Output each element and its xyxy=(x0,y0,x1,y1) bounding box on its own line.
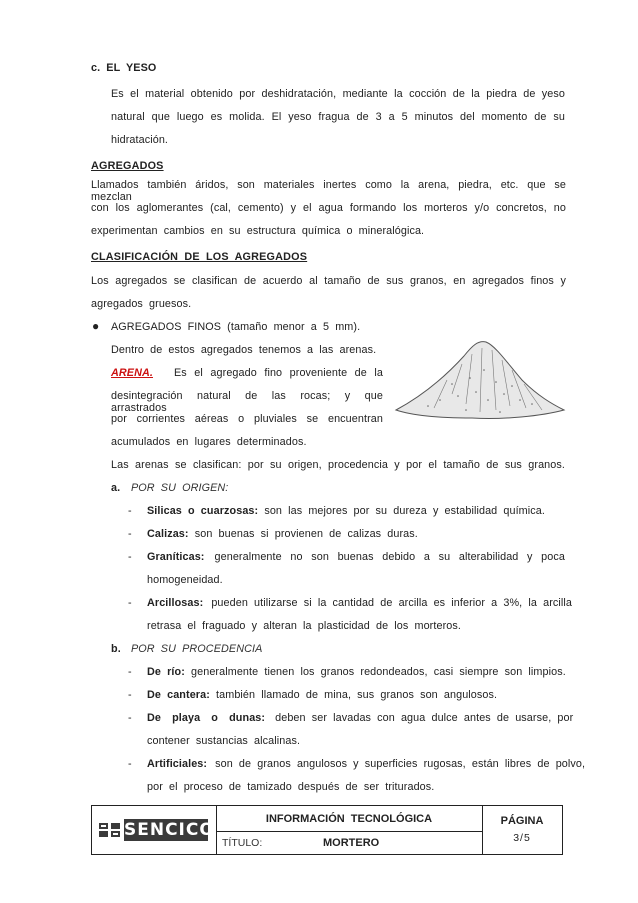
pagina-value: 3/5 xyxy=(513,832,531,844)
origen-item-3 xyxy=(147,551,565,563)
bullet-icon: ● xyxy=(92,319,100,333)
footer-info-box xyxy=(91,805,563,855)
origen-item-3-text: generalmente no son buenas debido a su alterabilidad y poca xyxy=(214,551,565,563)
arena-line-1-text: Es el agregado fino proveniente de la xyxy=(174,367,383,379)
agregados-line-2: con los aglomerantes (cal, cemento) y el agua formando los morteros y/o concretos, no xyxy=(91,202,566,214)
logo-mark-icon xyxy=(98,822,122,838)
procedencia-item-3-text: deben ser lavadas con agua dulce antes de usarse, por xyxy=(275,712,574,724)
origen-item-1 xyxy=(147,505,545,517)
procedencia-item-3 xyxy=(147,712,574,724)
procedencia-marker-3: - xyxy=(128,712,132,724)
section-title-agregados: AGREGADOS xyxy=(91,160,164,172)
finos-title: AGREGADOS FINOS (tamaño menor a 5 mm). xyxy=(111,321,361,333)
origen-item-1-text: son las mejores por su dureza y estabilidad química. xyxy=(264,505,545,517)
origen-item-3-term: Graníticas: xyxy=(147,551,205,563)
arena-line-3: por corrientes aéreas o pluviales se encuentran xyxy=(111,413,383,425)
procedencia-marker-1: - xyxy=(128,666,132,678)
footer-divider-right xyxy=(482,806,483,854)
procedencia-item-1-text: generalmente tienen los granos redondeados, casi siempre son limpios. xyxy=(191,666,566,678)
origen-item-1-term: Silicas o cuarzosas: xyxy=(147,505,259,517)
finos-intro: Dentro de estos agregados tenemos a las arenas. xyxy=(111,344,377,356)
origen-item-4-cont: retrasa el fraguado y alteran la plasticidad de los morteros. xyxy=(147,620,461,632)
origen-item-2 xyxy=(147,528,418,540)
yeso-line-3: hidratación. xyxy=(111,134,169,146)
arena-line-2: desintegración natural de las rocas; y que arrastrados xyxy=(111,390,383,414)
origen-marker-3: - xyxy=(128,551,132,563)
origen-item-2-term: Calizas: xyxy=(147,528,189,540)
origen-item-2-text: son buenas si provienen de calizas duras. xyxy=(194,528,418,540)
section-title-clasificacion: CLASIFICACIÓN DE LOS AGREGADOS xyxy=(91,251,308,263)
yeso-line-1: Es el material obtenido por deshidratación, mediante la cocción de la piedra de yeso xyxy=(111,88,565,100)
origen-item-4-term: Arcillosas: xyxy=(147,597,204,609)
origen-marker-4: - xyxy=(128,597,132,609)
logo-text: SENCICO xyxy=(124,820,215,840)
procedencia-item-3-cont: contener sustancias alcalinas. xyxy=(147,735,301,747)
procedencia-item-2-term: De cantera: xyxy=(147,689,210,701)
agregados-line-3: experimentan cambios en su estructura química o mineralógica. xyxy=(91,225,425,237)
procedencia-marker-4: - xyxy=(128,758,132,770)
titulo-label: TÍTULO: xyxy=(222,837,263,849)
origen-marker-2: - xyxy=(128,528,132,540)
arena-term: ARENA. xyxy=(111,367,153,379)
procedencia-item-4-cont: por el proceso de tamizado después de ser triturados. xyxy=(147,781,435,793)
origen-item-4-text: pueden utilizarse si la cantidad de arcilla es inferior a 3%, la arcilla xyxy=(211,597,572,609)
procedencia-item-4-text: son de granos angulosos y superficies rugosas, están libres de polvo, xyxy=(215,758,586,770)
procedencia-item-4 xyxy=(147,758,586,770)
procedencia-item-1 xyxy=(147,666,566,678)
titulo-value: MORTERO xyxy=(323,837,380,849)
footer-divider-middle xyxy=(216,831,482,832)
procedencia-item-1-term: De río: xyxy=(147,666,185,678)
pagina-label: PÁGINA xyxy=(500,815,544,827)
arenas-clasif: Las arenas se clasifican: por su origen, procedencia y por el tamaño de sus granos. xyxy=(111,459,565,471)
arena-line-1 xyxy=(111,367,383,379)
sencico-logo xyxy=(98,817,215,843)
section-title-yeso: c. EL YESO xyxy=(91,62,157,74)
procedencia-marker-2: - xyxy=(128,689,132,701)
info-label: INFORMACIÓN TECNOLÓGICA xyxy=(265,813,433,825)
origen-letter: a. xyxy=(111,482,121,494)
sand-pile-illustration xyxy=(392,334,568,422)
origen-title: POR SU ORIGEN: xyxy=(131,482,229,494)
procedencia-item-2-text: también llamado de mina, sus granos son angulosos. xyxy=(216,689,498,701)
procedencia-letter: b. xyxy=(111,643,121,655)
procedencia-item-3-term: De playa o dunas: xyxy=(147,712,266,724)
procedencia-item-2 xyxy=(147,689,497,701)
arena-line-4: acumulados en lugares determinados. xyxy=(111,436,307,448)
origen-marker-1: - xyxy=(128,505,132,517)
origen-item-4 xyxy=(147,597,572,609)
procedencia-title: POR SU PROCEDENCIA xyxy=(131,643,263,655)
clasificacion-line-1: Los agregados se clasifican de acuerdo al tamaño de sus granos, en agregados finos y xyxy=(91,275,566,287)
procedencia-item-4-term: Artificiales: xyxy=(147,758,208,770)
origen-item-3-cont: homogeneidad. xyxy=(147,574,223,586)
clasificacion-line-2: agregados gruesos. xyxy=(91,298,192,310)
agregados-line-1: Llamados también áridos, son materiales inertes como la arena, piedra, etc. que se mezclan xyxy=(91,179,566,203)
yeso-line-2: natural que luego es molida. El yeso fragua de 3 a 5 minutos del momento de su xyxy=(111,111,565,123)
